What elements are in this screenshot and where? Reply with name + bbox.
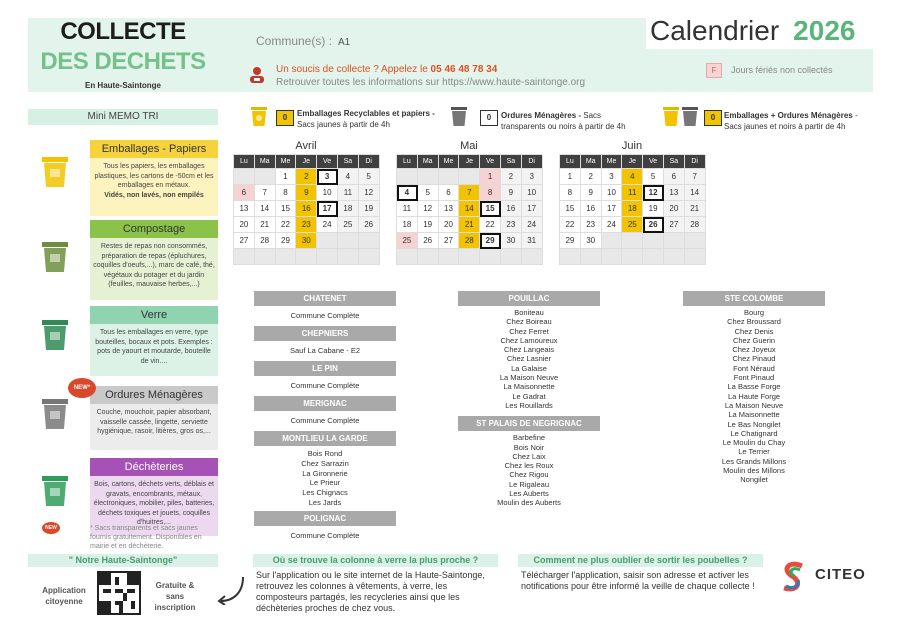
empty-cell (522, 249, 543, 265)
grey-bin-icon (450, 105, 468, 127)
day-cell: 29 (276, 233, 297, 249)
citeo-logo: CITEO (815, 566, 866, 583)
weekday-header: Ma (418, 155, 439, 169)
month-name: Mai (460, 140, 478, 152)
commune-column-col3 (683, 291, 825, 491)
footer-question-verre: Où se trouve la colonne à verre la plus proche ? (253, 554, 498, 567)
commune-list (254, 376, 396, 396)
dechetterie-icon (40, 474, 70, 508)
weekday-header: Sa (338, 155, 359, 169)
commune-item: Font Néraud (733, 363, 775, 373)
day-cell: 8 (276, 185, 297, 201)
memo-cat-0-label: Emballages - Papiers (90, 140, 218, 158)
day-cell: 7 (685, 169, 706, 185)
new-badge-ordures: NEW* (68, 378, 96, 398)
day-cell: 17 (602, 201, 623, 217)
legend-box-ordures: 0 (480, 110, 498, 126)
empty-cell (480, 249, 501, 265)
commune-list (683, 306, 825, 491)
day-cell: 28 (255, 233, 276, 249)
day-cell: 12 (359, 185, 380, 201)
commune-header: POLIGNAC (254, 511, 396, 526)
commune-item: Chez Broussard (727, 317, 781, 327)
commune-item: Bois Rond (307, 449, 343, 458)
month-1 (396, 140, 542, 265)
empty-cell (276, 249, 297, 265)
commune-value: A1 (338, 37, 351, 48)
footer-answer-poubelles: Télécharger l'application, saisir son adresse et activer les notifications pour être informé la veille de chaque collecte ! (521, 570, 755, 591)
title-dechets: DES DECHETS (40, 48, 206, 75)
memo-cat-1-text: Restes de repas non consommés, préparation de repas (épluchures, coquilles d'oeufs,...), marc de café, thé, végétaux du potager et du jardin (feuilles, mauvaise herbes,...) (93, 243, 215, 288)
day-cell: 2 (501, 169, 522, 185)
notre-haute-saintonge: " Notre Haute-Saintonge" (28, 554, 218, 567)
day-cell: 21 (255, 217, 276, 233)
commune-item: Commune Complète (290, 381, 360, 390)
commune-item: La Gironnerie (302, 468, 348, 478)
day-cell: 9 (501, 185, 522, 201)
commune-item: Chez Guerin (732, 335, 776, 345)
commune-header: MERIGNAC (254, 396, 396, 411)
day-cell: 19 (643, 201, 664, 217)
empty-cell (501, 249, 522, 265)
day-cell: 3 (317, 169, 338, 185)
day-cell: 9 (581, 185, 602, 201)
commune-header: CHATENET (254, 291, 396, 306)
day-cell: 15 (560, 201, 581, 217)
day-cell: 27 (439, 233, 460, 249)
calendar-year: 2026 (793, 15, 856, 46)
commune-header: STE COLOMBE (683, 291, 825, 306)
commune-item: Chez les Roux (504, 461, 554, 471)
day-cell: 20 (234, 217, 255, 233)
day-cell: 1 (560, 169, 581, 185)
empty-cell (685, 249, 706, 265)
day-cell: 3 (602, 169, 623, 185)
weekday-header: Me (602, 155, 623, 169)
memo-cat-3-label: Ordures Ménagères (90, 386, 218, 404)
day-cell: 17 (522, 201, 543, 217)
commune-column-col2 (458, 291, 600, 514)
memo-cat-3-text: Couche, mouchoir, papier absorbant, vaisselle cassée, lingette, serviette hygiénique, rasoir, litières, gros os,... (96, 409, 212, 435)
app-label: Application citoyenne (42, 586, 86, 606)
day-cell: 23 (501, 217, 522, 233)
day-cell: 16 (501, 201, 522, 217)
day-cell: 6 (234, 185, 255, 201)
commune-item: Moulin des Auberts (497, 498, 561, 508)
commune-header: ST PALAIS DE NEGRIGNAC (458, 416, 600, 431)
weekday-header: Je (459, 155, 480, 169)
empty-cell (234, 249, 255, 265)
footer-answer-verre: Sur l'application ou le site internet de la Haute-Saintonge, retrouvez les colonnes à vêtements, à verre, les composteurs partagés, les recycleries ainsi que les déchèteries proches de chez vous. (256, 570, 485, 613)
commune-item: Commune Complète (290, 530, 360, 540)
day-cell: 2 (296, 169, 317, 185)
day-cell: 19 (359, 201, 380, 217)
empty-cell (397, 169, 418, 185)
day-cell: 30 (581, 233, 602, 249)
legend-ordures-sub: transparents ou noirs à partir de 4h (501, 122, 626, 131)
commune-item: Chez Denis (734, 326, 774, 336)
commune-list (254, 446, 396, 511)
empty-cell (418, 169, 439, 185)
month-grid (396, 154, 542, 265)
commune-item: La Maison Neuve (499, 373, 559, 383)
empty-cell (338, 249, 359, 265)
day-cell: 8 (560, 185, 581, 201)
memo-cat-0-bold: Vidés, non lavés, non empilés (104, 191, 204, 199)
yellow-bin-icon (250, 105, 268, 127)
day-cell: 13 (664, 185, 685, 201)
empty-cell (622, 233, 643, 249)
memo-cat-1-body (90, 238, 218, 300)
day-cell: 26 (418, 233, 439, 249)
empty-cell (439, 169, 460, 185)
day-cell: 27 (664, 217, 685, 233)
day-cell: 14 (685, 185, 706, 201)
legend-box-emballages: 0 (276, 110, 294, 126)
memo-note: * Sacs transparents et sacs jaunes fournis gratuitement. Disponibles en mairie et en déchèterie. (90, 525, 202, 550)
legend-ordures-rest: Sacs (583, 111, 602, 120)
commune-item: La Basse Forge (727, 382, 781, 392)
commune-item: Chez Lamoureux (500, 335, 558, 345)
empty-cell (255, 169, 276, 185)
empty-cell (602, 249, 623, 265)
phone-person-icon (248, 66, 266, 84)
memo-cat-2-body (90, 324, 218, 376)
yellow-bin-icon (40, 155, 70, 189)
commune-header: CHEPNIERS (254, 326, 396, 341)
day-cell: 24 (602, 217, 623, 233)
commune-item: Chez Sarrazin (301, 458, 349, 468)
commune-item: Chez Laix (512, 451, 546, 461)
month-grid (233, 154, 379, 265)
month-grid (559, 154, 705, 265)
legend-ordures-title: Ordures Ménagères - (501, 111, 582, 120)
weekday-header: Me (276, 155, 297, 169)
day-cell: 10 (317, 185, 338, 201)
empty-cell (643, 249, 664, 265)
legend-mixte-title: Emballages + Ordures Ménagères (724, 111, 853, 120)
empty-cell (317, 233, 338, 249)
calendar-label: Calendrier (650, 15, 780, 46)
grey-bin-icon-2 (681, 105, 699, 127)
month-name: Juin (621, 140, 643, 152)
day-cell: 28 (685, 217, 706, 233)
empty-cell (664, 249, 685, 265)
commune-item: Bourg (743, 308, 764, 317)
calendar-title (646, 15, 873, 49)
day-cell: 25 (338, 217, 359, 233)
legend-mixte (724, 110, 874, 132)
empty-cell (602, 233, 623, 249)
weekday-header: Ve (643, 155, 664, 169)
day-cell: 22 (276, 217, 297, 233)
footer-question-poubelles: Comment ne plus oublier de sortir les poubelles ? (518, 554, 763, 567)
memo-cat-3-body (90, 404, 218, 450)
day-cell: 30 (501, 233, 522, 249)
empty-cell (685, 233, 706, 249)
day-cell: 10 (602, 185, 623, 201)
legend-box-mixte: 0 (704, 110, 722, 126)
commune-item: La Haute Forge (727, 391, 781, 401)
website-line[interactable]: Retrouver toutes les informations sur https://www.haute-saintonge.org (276, 77, 586, 88)
memo-cat-1-label: Compostage (90, 220, 218, 238)
weekday-header: Di (359, 155, 380, 169)
weekday-header: Di (522, 155, 543, 169)
day-cell: 14 (459, 201, 480, 217)
commune-item: Chez Pinaud (732, 354, 776, 364)
memo-cat-4-text: Bois, cartons, déchets verts, déblais et gravats, encombrants, métaux, électroniques, mobilier, piles, batteries, déchets toxiques et jouets, coquilles d'huitres,... (93, 481, 215, 526)
day-cell: 18 (397, 217, 418, 233)
day-cell: 16 (581, 201, 602, 217)
day-cell: 2 (581, 169, 602, 185)
day-cell: 8 (480, 185, 501, 201)
legend-emballages-sub: Sacs jaunes à partir de 4h (297, 120, 390, 129)
weekday-header: Ve (480, 155, 501, 169)
memo-cat-2-text: Tous les emballages en verre, type bouteilles, bocaux et pots. Exemples : pots de yaourt et moutarde, bouteille de vin.... (95, 329, 213, 365)
day-cell: 1 (480, 169, 501, 185)
commune-item: Moulin des Millons (723, 466, 785, 476)
empty-cell (338, 233, 359, 249)
empty-cell (418, 249, 439, 265)
commune-item: Bois Noir (513, 442, 545, 452)
commune-item: Chez Ferret (509, 326, 549, 336)
empty-cell (581, 249, 602, 265)
day-cell: 26 (643, 217, 664, 233)
title-collecte: COLLECTE (60, 18, 186, 45)
commune-list (254, 341, 396, 361)
commune-item: Boniteau (514, 308, 544, 317)
day-cell: 29 (560, 233, 581, 249)
commune-item: Le Bas Nongilet (727, 419, 781, 429)
day-cell: 23 (581, 217, 602, 233)
day-cell: 27 (234, 233, 255, 249)
day-cell: 13 (234, 201, 255, 217)
memo-cat-0-body (90, 158, 218, 216)
weekday-header: Je (296, 155, 317, 169)
empty-cell (459, 249, 480, 265)
commune-header: LE PIN (254, 361, 396, 376)
ferie-badge: F (706, 63, 722, 78)
weekday-header: Me (439, 155, 460, 169)
day-cell: 20 (664, 201, 685, 217)
commune-header: MONTLIEU LA GARDE (254, 431, 396, 446)
commune-item: Chez Langeais (503, 345, 555, 355)
month-0 (233, 140, 379, 265)
day-cell: 19 (418, 217, 439, 233)
day-cell: 4 (397, 185, 418, 201)
day-cell: 11 (397, 201, 418, 217)
commune-list (254, 526, 396, 546)
commune-item: La Galaise (511, 363, 547, 373)
commune-item: Chez Joyeux (732, 345, 776, 355)
soucis-line (276, 64, 497, 75)
weekday-header: Sa (501, 155, 522, 169)
day-cell: 7 (255, 185, 276, 201)
day-cell: 12 (418, 201, 439, 217)
day-cell: 15 (276, 201, 297, 217)
day-cell: 18 (338, 201, 359, 217)
day-cell: 25 (622, 217, 643, 233)
day-cell: 5 (643, 169, 664, 185)
empty-cell (255, 249, 276, 265)
day-cell: 10 (522, 185, 543, 201)
commune-item: La Maison Neuve (724, 400, 784, 410)
commune-item: Les Rouillards (505, 400, 553, 410)
day-cell: 4 (338, 169, 359, 185)
legend-emballages-title: Emballages Recyclables et papiers - (297, 109, 435, 118)
empty-cell (643, 233, 664, 249)
qr-code[interactable] (97, 571, 141, 615)
commune-list (254, 411, 396, 431)
day-cell: 11 (622, 185, 643, 201)
day-cell: 17 (317, 201, 338, 217)
day-cell: 25 (397, 233, 418, 249)
commune-item: Le Terrier (738, 447, 770, 457)
yellow-bin-icon-2 (662, 105, 680, 127)
commune-item: Sauf La Cabane - E2 (289, 346, 361, 355)
commune-item: Les Auberts (509, 489, 549, 499)
weekday-header: Je (622, 155, 643, 169)
weekday-header: Lu (560, 155, 581, 169)
haute-saintonge-logo (778, 556, 808, 598)
commune-item: Chez Boireau (506, 317, 552, 327)
commune-item: Le Prieur (309, 478, 341, 488)
day-cell: 23 (296, 217, 317, 233)
legend-mixte-rest: - (854, 111, 858, 120)
day-cell: 22 (560, 217, 581, 233)
weekday-header: Ma (581, 155, 602, 169)
day-cell: 5 (418, 185, 439, 201)
empty-cell (397, 249, 418, 265)
commune-item: Le Moulin du Chay (722, 438, 786, 448)
phone-number[interactable]: 05 46 48 78 34 (430, 64, 498, 75)
commune-item: Barbefine (512, 433, 546, 443)
day-cell: 29 (480, 233, 501, 249)
compost-bin-icon (40, 240, 70, 274)
day-cell: 22 (480, 217, 501, 233)
day-cell: 6 (664, 169, 685, 185)
weekday-header: Lu (234, 155, 255, 169)
commune-item: Le Gadrat (512, 391, 546, 401)
weekday-header: Lu (397, 155, 418, 169)
commune-item: La Maisonnette (503, 382, 555, 392)
day-cell: 9 (296, 185, 317, 201)
subtitle: En Haute-Saintonge (84, 81, 161, 90)
commune-line (256, 34, 350, 48)
commune-list (458, 431, 600, 513)
glass-bin-icon (40, 318, 70, 352)
empty-cell (560, 249, 581, 265)
qr-pattern-icon (99, 573, 139, 613)
day-cell: 3 (522, 169, 543, 185)
day-cell: 15 (480, 201, 501, 217)
day-cell: 31 (522, 233, 543, 249)
soucis-text: Un soucis de collecte ? Appelez le (276, 64, 428, 75)
day-cell: 6 (439, 185, 460, 201)
day-cell: 21 (685, 201, 706, 217)
day-cell: 7 (459, 185, 480, 201)
empty-cell (664, 233, 685, 249)
empty-cell (296, 249, 317, 265)
weekday-header: Sa (664, 155, 685, 169)
ferie-text: Jours fériés non collectés (731, 65, 833, 75)
commune-item: Commune Complète (290, 416, 360, 425)
month-name: Avril (295, 140, 317, 152)
commune-item: Nongilet (740, 475, 768, 485)
commune-column-col1 (254, 291, 396, 546)
empty-cell (317, 249, 338, 265)
empty-cell (234, 169, 255, 185)
new-badge-dechets: NEW (42, 522, 60, 534)
empty-cell (359, 249, 380, 265)
commune-item: Le Chatignard (730, 428, 778, 438)
empty-cell (439, 249, 460, 265)
weekday-header: Di (685, 155, 706, 169)
commune-list (458, 306, 600, 416)
commune-header: POUILLAC (458, 291, 600, 306)
empty-cell (359, 233, 380, 249)
memo-title: Mini MEMO TRI (28, 109, 218, 125)
curved-arrow-icon (215, 575, 247, 605)
day-cell: 5 (359, 169, 380, 185)
day-cell: 16 (296, 201, 317, 217)
grey-bin-icon (40, 397, 70, 431)
day-cell: 28 (459, 233, 480, 249)
empty-cell (459, 169, 480, 185)
memo-cat-4-label: Déchèteries (90, 458, 218, 476)
weekday-header: Ma (255, 155, 276, 169)
day-cell: 1 (276, 169, 297, 185)
commune-item: Chez Lasnier (506, 354, 552, 364)
month-2 (559, 140, 705, 265)
memo-cat-0-text: Tous les papiers, les emballages plastiques, les cartons de -50cm et les emballages en métaux. (94, 163, 214, 189)
day-cell: 26 (359, 217, 380, 233)
day-cell: 13 (439, 201, 460, 217)
legend-emballages (297, 108, 447, 130)
commune-item: Les Jards (308, 497, 342, 507)
commune-label: Commune(s) : (256, 34, 333, 48)
day-cell: 21 (459, 217, 480, 233)
commune-item: Chez Rigou (509, 470, 549, 480)
gratuite-text: Gratuite & sans inscription (154, 581, 196, 612)
day-cell: 24 (317, 217, 338, 233)
day-cell: 12 (643, 185, 664, 201)
commune-item: Le Rigaleau (508, 479, 550, 489)
legend-mixte-sub: Sacs jaunes et noirs à partir de 4h (724, 122, 846, 131)
day-cell: 14 (255, 201, 276, 217)
day-cell: 4 (622, 169, 643, 185)
commune-item: Les Grands Millons (721, 456, 787, 466)
memo-cat-2-label: Verre (90, 306, 218, 324)
day-cell: 20 (439, 217, 460, 233)
weekday-header: Ve (317, 155, 338, 169)
empty-cell (622, 249, 643, 265)
commune-item: Font Pinaud (733, 373, 775, 383)
day-cell: 18 (622, 201, 643, 217)
commune-item: Les Chignacs (302, 488, 348, 498)
legend-ordures (501, 110, 651, 132)
day-cell: 24 (522, 217, 543, 233)
commune-item: Commune Complète (290, 311, 360, 320)
commune-item: La Maisonnette (728, 410, 780, 420)
day-cell: 11 (338, 185, 359, 201)
day-cell: 30 (296, 233, 317, 249)
commune-list (254, 306, 396, 326)
